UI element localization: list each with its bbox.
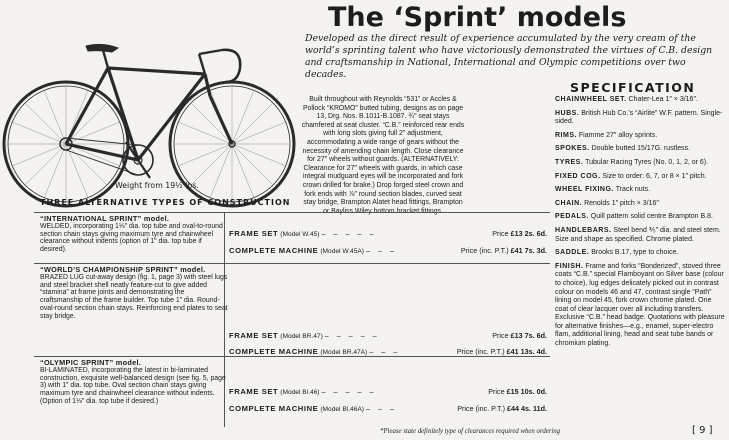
model-desc: WELDED, incorporating 1⅛″ dia. top tube and oval-to-round section chain stays giving maximum tyre and chainwheel clearance without indents (option of 1″ dia. top tube if desired). (40, 222, 223, 254)
spec-label: CHAIN. (555, 199, 583, 207)
model-description (40, 359, 228, 406)
row-price (457, 347, 547, 356)
spec-text: Frame and forks “Bonderized”, stoved three coats “C.B.” special Flamboyant on Silver base (colour to choice), lug edges delicately picked out in contrast colour on models 46 and 47, contrast single “Path” lining on model 45, fork crown chrome plated. One coat of clear lacquer over all including transfers. Exclusive “C.B.” head badge. Quotations with pleasure for alternative finishes—e.g., enamel, super-electro flam, additional lining, head and seat tube bands or chromium plating. (555, 262, 725, 348)
model-desc: BI-LAMINATED, incorporating the latest in bi-laminated construction, exquisite well-balanced design (see fig. 5, page 3) with 1″ dia. top tube. Oval section chain stays giving maximum tyre and chainwheel clearance without indents. (Option of 1⅛″ dia. top tube if desired.) (40, 366, 226, 405)
price-label: Price (488, 387, 505, 396)
price-row (229, 331, 547, 340)
price-value: £44 4s. 11d. (507, 404, 547, 413)
price-label: Price (492, 331, 509, 340)
model-name: “INTERNATIONAL SPRINT” model. (40, 214, 170, 223)
specification-list (555, 96, 725, 354)
price-label: Price (inc. P.T.) (460, 246, 509, 255)
price-value: £41 13s. 4d. (506, 347, 547, 356)
spec-label: SADDLE. (555, 249, 590, 257)
price-row (229, 387, 547, 396)
price-value: £13 2s. 6d. (510, 229, 547, 238)
spec-label: HUBS. (555, 109, 580, 117)
spec-label: CHAINWHEEL SET. (555, 96, 627, 103)
spec-item (555, 263, 725, 349)
spec-label: HANDLEBARS. (555, 226, 612, 234)
spec-label: FINISH. (555, 262, 584, 270)
spec-text: Tubular Racing Tyres (No. 0, 1, 2, or 6). (585, 158, 709, 166)
model-desc: BRAZED LUG cut-away design (fig. 1, page 3) with steel lugs and steel bracket shell neatly feature-cut to give added “stamina” at frame joints and demonstrating the craftsmanship of the frame builder. Top tube 1″ dia. Round-oval-round section chain stays. Reinforcing end plates to seat stay bridge. (40, 273, 228, 320)
footnote: *Please state definitely type of clearances required when ordering (380, 428, 561, 435)
model-name: “WORLD’S CHAMPIONSHIP SPRINT” model. (40, 265, 206, 274)
spec-label: WHEEL FIXING. (555, 186, 614, 194)
row-model: (Model W.45) (280, 231, 320, 238)
spec-item (555, 213, 725, 222)
price-row (229, 229, 547, 238)
row-model: (Model BR.47) (280, 333, 323, 340)
model-name: “OLYMPIC SPRINT” model. (40, 358, 142, 367)
row-model: (Model W.45A) (320, 248, 364, 255)
model-description (40, 215, 228, 254)
row-price (457, 404, 547, 413)
price-value: £41 7s. 3d. (510, 246, 547, 255)
page-number: [ 9 ] (692, 425, 713, 436)
row-dashes: – – – (369, 347, 401, 356)
spec-text: Renolds 1″ pitch × 3/16″ (584, 199, 659, 207)
spec-text: Double butted 15/17G. rustless. (591, 145, 691, 153)
row-label: FRAME SET (229, 387, 279, 396)
spec-item (555, 145, 725, 154)
row-label: COMPLETE MACHINE (229, 347, 319, 356)
row-dashes: – – – (365, 404, 397, 413)
spec-label: TYRES. (555, 158, 584, 166)
spec-text: Brooks B.17, type to choice. (591, 249, 679, 257)
spec-text: Track nuts. (615, 186, 651, 194)
spec-item (555, 186, 725, 195)
price-row (229, 404, 547, 413)
row-model: (Model BR.47A) (320, 349, 368, 356)
price-value: £13 7s. 6d. (510, 331, 547, 340)
price-value: £15 10s. 0d. (506, 387, 547, 396)
row-price (488, 387, 547, 396)
row-label: FRAME SET (229, 229, 279, 238)
spec-label: SPOKES. (555, 145, 590, 153)
spec-item (555, 159, 725, 168)
spec-item (555, 96, 725, 105)
row-price (461, 246, 547, 255)
price-label: Price (492, 229, 509, 238)
price-label: Price (inc. P.T.) (456, 347, 505, 356)
spec-item (555, 110, 725, 127)
price-row (229, 347, 547, 356)
spec-label: FIXED COG. (555, 172, 601, 180)
spec-text: Chater-Lea 1″ × 3/16″. (628, 96, 698, 103)
row-price (492, 331, 547, 340)
row-price (492, 229, 547, 238)
row-dashes: – – – – – (324, 331, 380, 340)
spec-item (555, 132, 725, 141)
spec-label: RIMS. (555, 131, 577, 139)
specification-body: Built throughout with Reynolds “531” or Accles & Pollock “KROMO” butted tubing, designs as on page 13, Drg. Nos. B.1011-B.1087. ¾″ seat stays chamfered at seat cluster. “C.B.” reinforced rear ends with long slots giving full 2″ adjustment, accommodating a wide range of gears without the necessity of amending chain length. Close clearance for 27″ wheels without guards. (ALTERNATIVELY: Clearance for 27″ wheels with guards, in which case integral mudguard eyes will be incorporated and fork crown drilled for brake.) Drop forged steel crown and fork ends with ⅞″ round section blades, curved seat stay bridge, Brampton Alatet head fittings, Brampton or Bayliss Wiley bottom bracket fittings. (301, 96, 465, 215)
spec-item (555, 249, 725, 258)
row-divider (34, 356, 550, 357)
row-model: (Model Bl.46) (280, 389, 320, 396)
row-model: (Model Bl.46A) (320, 406, 364, 413)
page-title: The ‘Sprint’ models (328, 2, 627, 33)
spec-item (555, 227, 725, 244)
model-description (40, 266, 228, 321)
row-dashes: – – – – – (321, 387, 377, 396)
weight-caption: Weight from 19½ lbs. (115, 181, 199, 190)
spec-text: Fiamme 27″ alloy sprints. (578, 131, 658, 139)
price-label: Price (inc. P.T.) (457, 404, 506, 413)
row-label: FRAME SET (229, 331, 279, 340)
construction-heading: THREE ALTERNATIVE TYPES OF CONSTRUCTION (40, 198, 291, 207)
row-label: COMPLETE MACHINE (229, 404, 319, 413)
spec-text: Steel bend ⅗″ dia. and steel stem. Size and shape as specified. Chrome plated. (555, 226, 721, 243)
intro-paragraph: Developed as the direct result of experience accumulated by the very cream of the world’s sprinting talent who have victoriously demonstrated the virtues of C.B. design and craftsmanship in National, International and Olympic competitions over two decades. (305, 33, 713, 80)
spec-label: PEDALS. (555, 213, 589, 221)
price-row (229, 246, 547, 255)
row-label: COMPLETE MACHINE (229, 246, 319, 255)
construction-table (34, 212, 550, 427)
spec-item (555, 200, 725, 209)
spec-text: Size to order: 6, 7, or 8 × 1″ pitch. (602, 172, 707, 180)
spec-item (555, 173, 725, 182)
spec-text: Quill pattern solid centre Brampton B.8. (590, 213, 713, 221)
specification-heading: SPECIFICATION (570, 80, 696, 95)
row-dashes: – – – – – (321, 229, 377, 238)
row-divider (34, 263, 550, 264)
spec-text: British Hub Co.’s “Airlite” W.F. pattern. Single-sided. (555, 109, 723, 126)
row-dashes: – – – (365, 246, 397, 255)
